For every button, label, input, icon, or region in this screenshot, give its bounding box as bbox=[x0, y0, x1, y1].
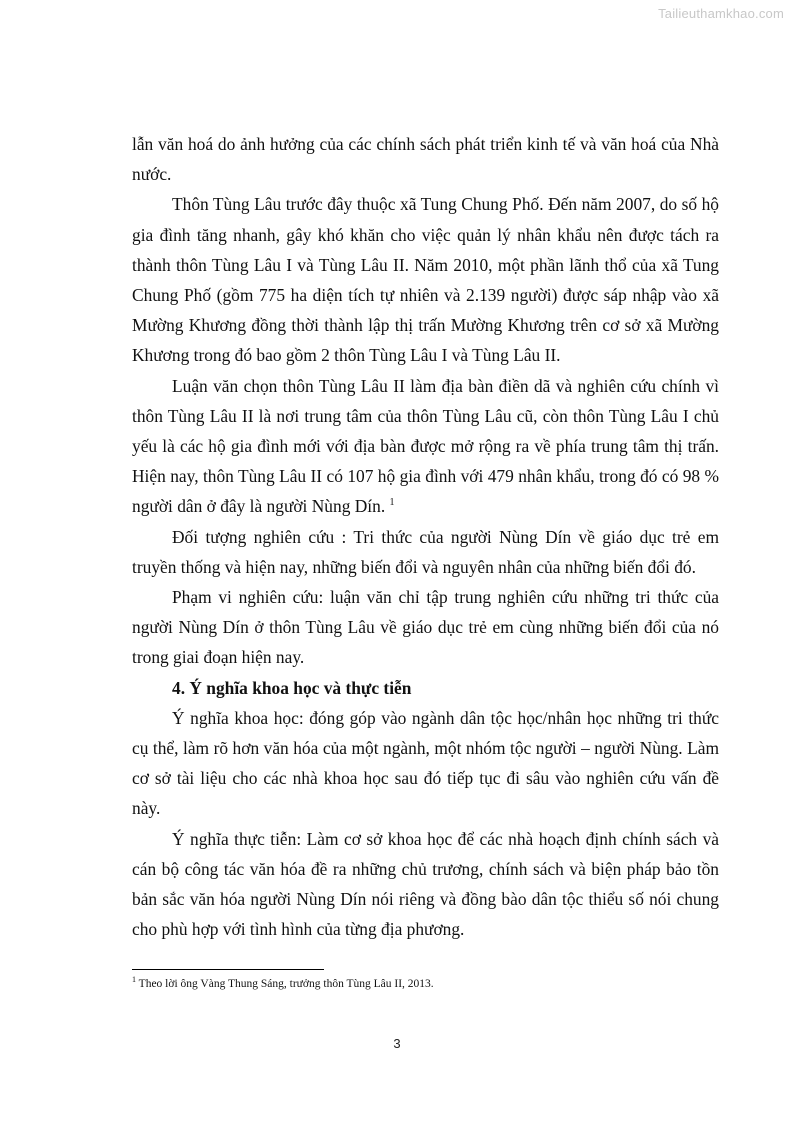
paragraph-practical-significance: Ý nghĩa thực tiễn: Làm cơ sở khoa học để các nhà hoạch định chính sách và cán bộ công tác văn hóa đề ra những chủ trương, chính sách và biện pháp bảo tồn bản sắc văn hóa người Nùng Dín nói riêng và đồng bào dân tộc thiểu số nói chung cho phù hợp với tình hình của từng địa phương. bbox=[132, 828, 719, 940]
footnote-marker: 1 bbox=[132, 975, 136, 985]
paragraph-text: Luận văn chọn thôn Tùng Lâu II làm địa bàn điền dã và nghiên cứu chính vì thôn Tùng Lâu II là nơi trung tâm của thôn Tùng Lâu cũ, còn thôn Tùng Lâu I chủ yếu là các hộ gia đình mới với địa bàn được mở rộng ra về phía trung tâm thị trấn. Hiện nay, thôn Tùng Lâu II có 107 hộ gia đình với 479 nhân khẩu, trong đó có 98 % người dân ở đây là người Nùng Dín. bbox=[132, 375, 719, 517]
footnote-text: Theo lời ông Vàng Thung Sáng, trưởng thôn Tùng Lâu II, 2013. bbox=[136, 978, 434, 990]
paragraph-scientific-significance: Ý nghĩa khoa học: đóng góp vào ngành dân tộc học/nhân học những tri thức cụ thể, làm rõ hơn văn hóa của một ngành, một nhóm tộc người – người Nùng. Làm cơ sở tài liệu cho các nhà khoa học sau đó tiếp tục đi sâu vào nghiên cứu vấn đề này. bbox=[132, 707, 719, 819]
paragraph-research-subject: Đối tượng nghiên cứu : Tri thức của người Nùng Dín về giáo dục trẻ em truyền thống và hiện nay, những biến đổi và nguyên nhân của những biến đổi đó. bbox=[132, 526, 719, 577]
section-heading: 4. Ý nghĩa khoa học và thực tiễn bbox=[172, 677, 412, 698]
paragraph-research-site bbox=[132, 371, 719, 522]
document-body bbox=[132, 129, 719, 944]
paragraph-continuation: lẫn văn hoá do ảnh hưởng của các chính sách phát triển kinh tế và văn hoá của Nhà nước. bbox=[132, 134, 719, 185]
footnote-separator bbox=[132, 969, 324, 970]
footnote bbox=[132, 975, 719, 990]
footnote-reference[interactable]: 1 bbox=[389, 497, 395, 509]
paragraph-research-scope: Phạm vi nghiên cứu: luận văn chỉ tập trung nghiên cứu những tri thức của người Nùng Dín ở thôn Tùng Lâu về giáo dục trẻ em cùng những biến đổi của nó trong giai đoạn hiện nay. bbox=[132, 587, 719, 668]
watermark: Tailieuthamkhao.com bbox=[658, 6, 784, 21]
page-number: 3 bbox=[393, 1036, 401, 1051]
paragraph-tung-lau-history: Thôn Tùng Lâu trước đây thuộc xã Tung Chung Phố. Đến năm 2007, do số hộ gia đình tăng nhanh, gây khó khăn cho việc quản lý nhân khẩu nên được tách ra thành thôn Tùng Lâu I và Tùng Lâu II. Năm 2010, một phần lãnh thổ của xã Tung Chung Phố (gồm 775 ha diện tích tự nhiên và 2.139 người) được sáp nhập vào xã Mường Khương đồng thời thành lập thị trấn Mường Khương trên cơ sở xã Mường Khương trong đó bao gồm 2 thôn Tùng Lâu I và Tùng Lâu II. bbox=[132, 194, 719, 366]
